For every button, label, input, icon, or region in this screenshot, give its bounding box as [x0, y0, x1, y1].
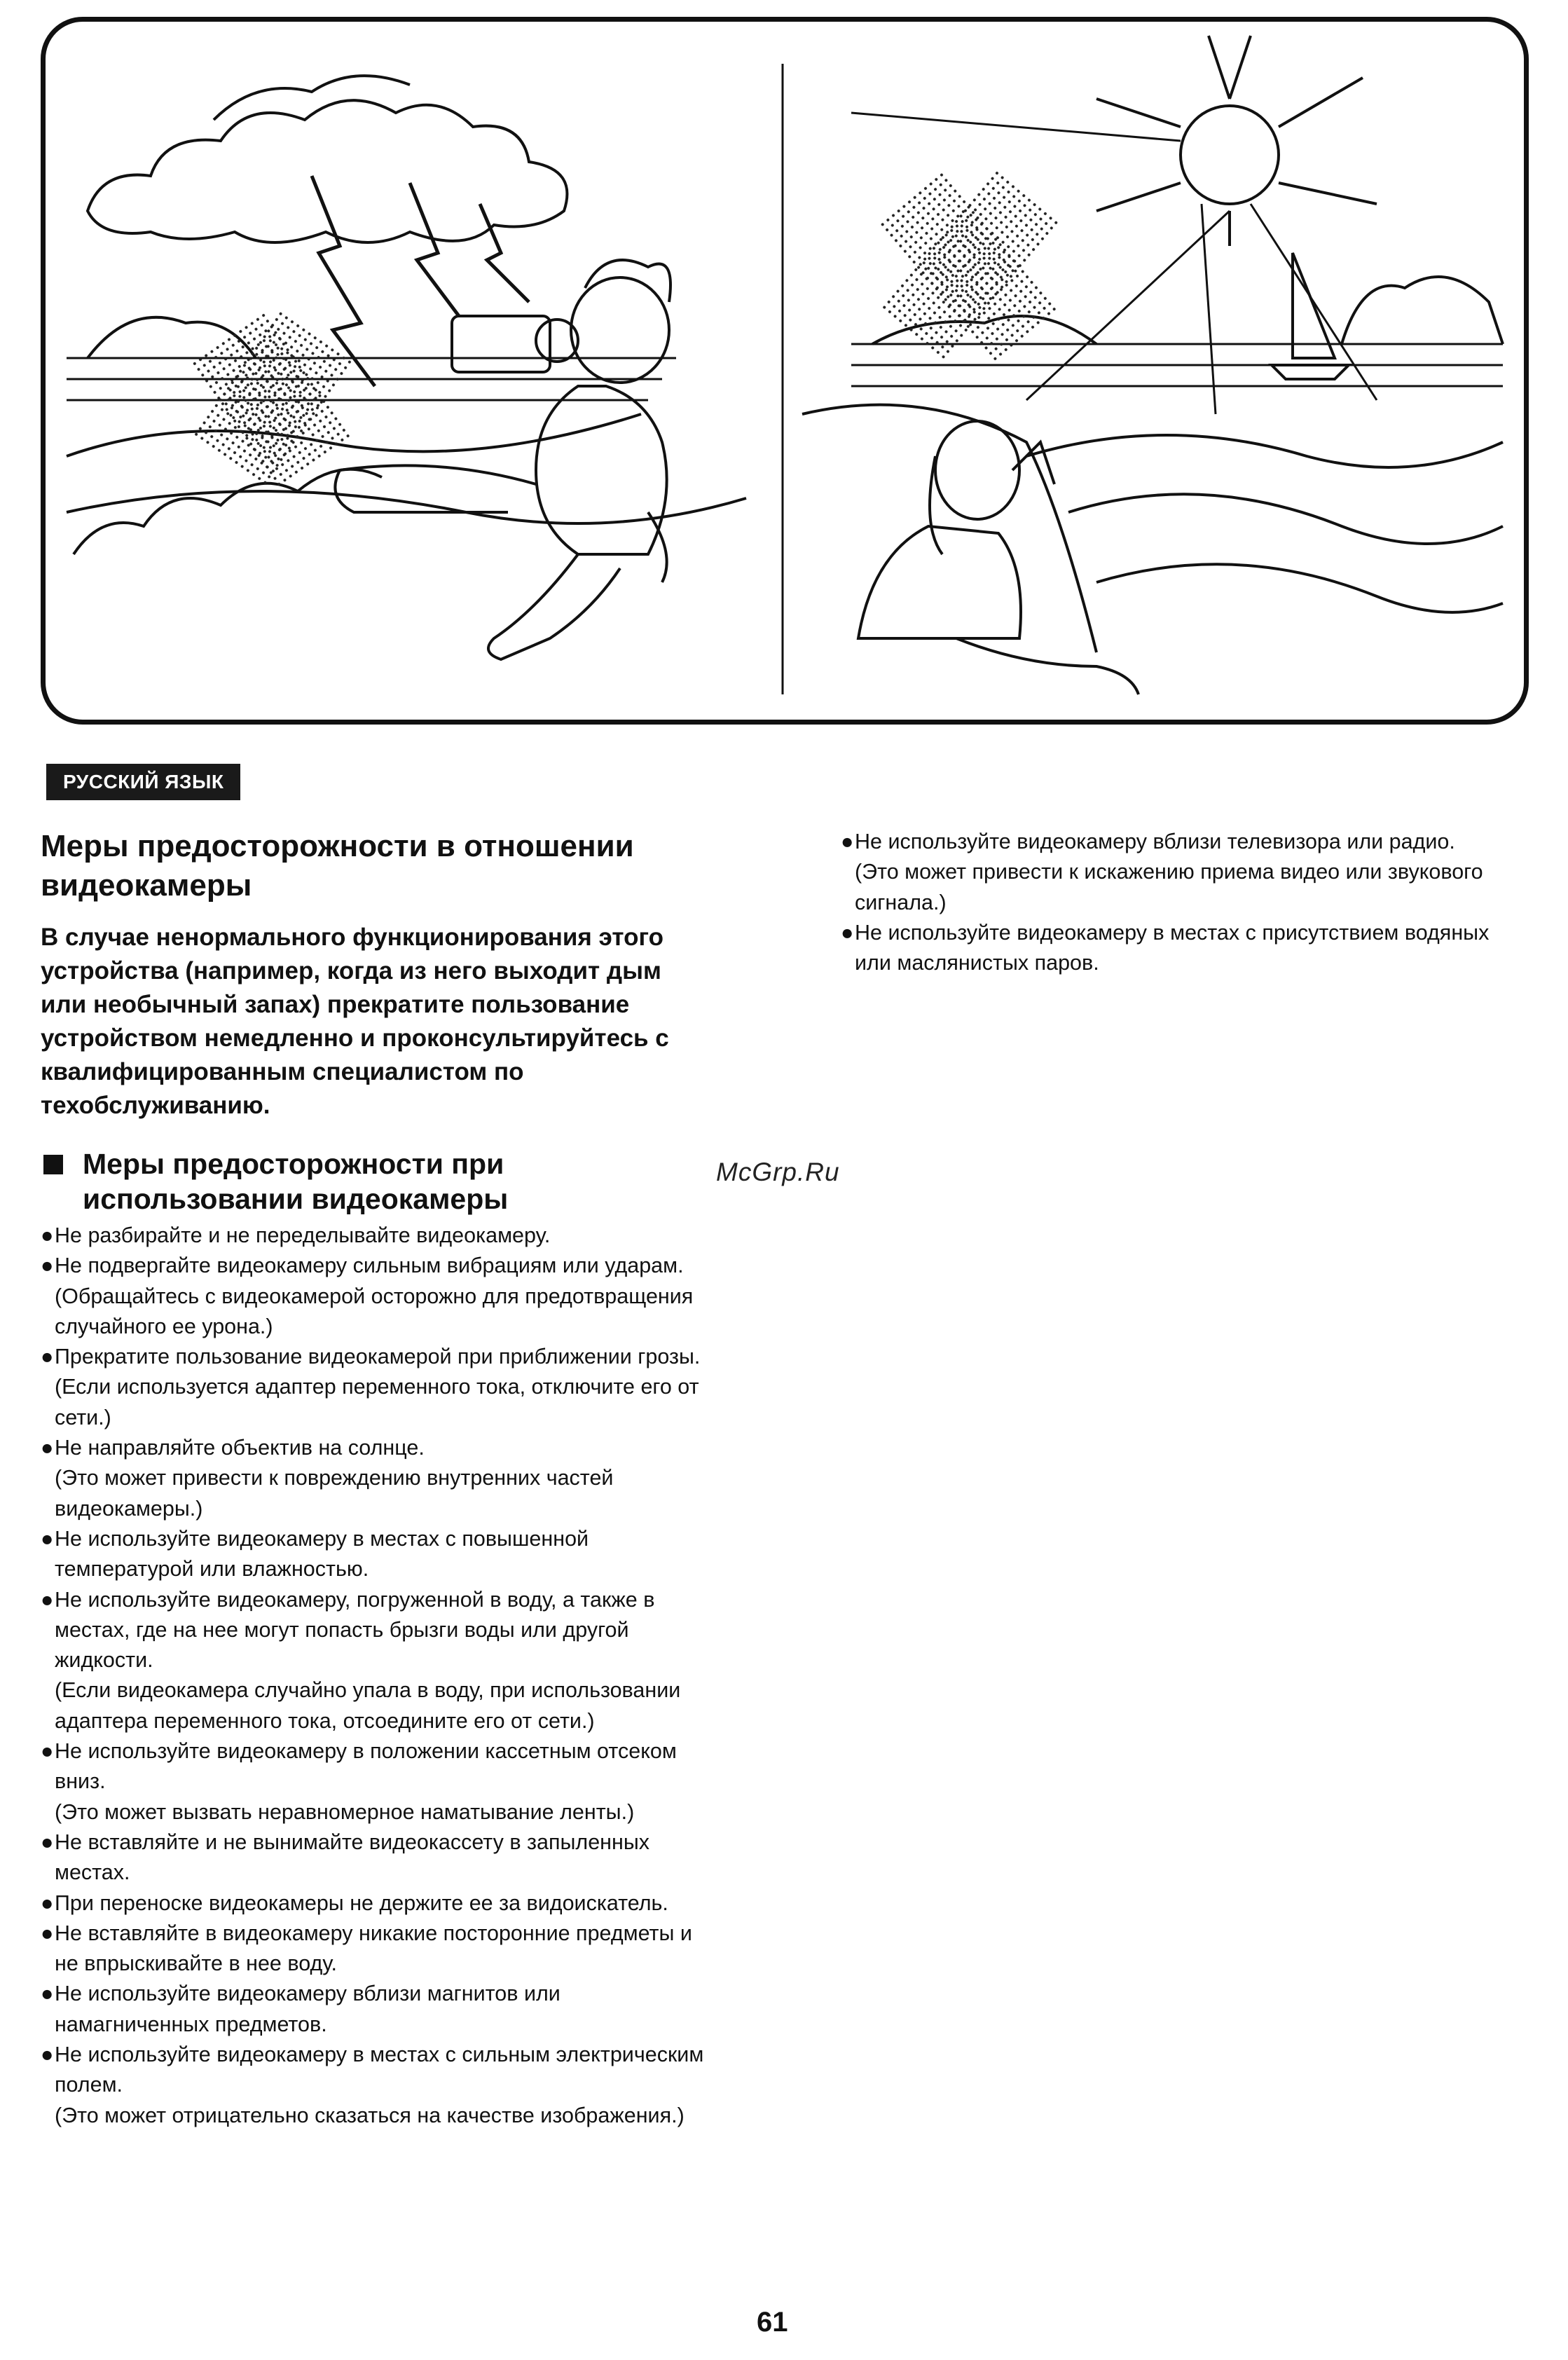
- person-body: [536, 386, 667, 554]
- bullet-icon: ●: [41, 1587, 54, 1612]
- illustration-panel: [41, 17, 1529, 725]
- list-item-text: Не направляйте объектив на солнце.: [55, 1436, 425, 1460]
- bullet-icon: ●: [41, 1345, 54, 1369]
- bullet-icon: ●: [41, 1436, 54, 1460]
- list-item-text: Не используйте видеокамеру в положении кассетным отсеком вниз.: [55, 1739, 677, 1794]
- bullet-icon: ●: [841, 830, 854, 853]
- storm-cloud: [88, 100, 567, 242]
- precautions-list-continued: [841, 827, 1513, 978]
- list-item-text: Не используйте видеокамеру вблизи телевизора или радио.: [855, 830, 1455, 853]
- list-item-note: (Это может привести к повреждению внутренних частей видеокамеры.): [55, 1466, 614, 1521]
- bullet-icon: ●: [841, 920, 854, 945]
- person-head: [571, 277, 669, 383]
- list-item: [41, 1524, 713, 1585]
- list-item-text: Не используйте видеокамеру, погруженной в воду, а также в местах, где на нее могут попасть брызги воды или другой жидкости.: [55, 1587, 655, 1673]
- list-item: [41, 1433, 713, 1524]
- list-item: [41, 1585, 713, 1736]
- list-item-text: Не используйте видеокамеру в местах с присутствием водяных или маслянистых паров.: [855, 920, 1490, 975]
- list-item-text: Прекратите пользование видеокамерой при приближении грозы.: [55, 1345, 701, 1369]
- list-item-note: (Если видеокамера случайно упала в воду, при использовании адаптера переменного тока, отсоедините его от сети.): [55, 1678, 681, 1733]
- list-item: [841, 827, 1513, 918]
- list-item: [841, 918, 1513, 979]
- list-item-note: (Это может привести к искажению приема видео или звукового сигнала.): [855, 860, 1483, 914]
- sun-scene: [802, 36, 1503, 694]
- malfunction-warning: В случае ненормального функционирования этого устройства (например, когда из него выходит дым или необычный запах) прекратите пользование устройством немедленно и проконсультируйтесь с квалифицированным специалистом по техобслуживанию.: [41, 924, 669, 1119]
- list-item: [41, 1251, 713, 1342]
- bullet-icon: ●: [41, 2043, 54, 2067]
- list-item-note: (Обращайтесь с видеокамерой осторожно для предотвращения случайного ее урона.): [55, 1284, 694, 1338]
- list-item-text: Не вставляйте и не вынимайте видеокассету в запыленных местах.: [55, 1830, 650, 1885]
- bullet-icon: ●: [41, 1982, 54, 2006]
- precautions-list: [41, 1221, 713, 2131]
- list-item-text: Не подвергайте видеокамеру сильным вибрациям или ударам.: [55, 1254, 684, 1278]
- storm-scene: [67, 76, 746, 659]
- right-column: [841, 827, 1513, 978]
- list-item-text: Не используйте видеокамеру в местах с сильным электрическим полем.: [55, 2043, 704, 2097]
- list-item: [41, 1221, 713, 1251]
- list-item: [41, 1888, 713, 1919]
- bullet-icon: ●: [41, 1921, 54, 1945]
- section-subheading: [41, 1146, 713, 1216]
- bullet-icon: ●: [41, 1254, 54, 1278]
- list-item: [41, 1342, 713, 1433]
- watermark: McGrp.Ru: [716, 1158, 840, 1186]
- square-bullet-icon: [43, 1155, 63, 1174]
- bullet-icon: ●: [41, 1223, 54, 1247]
- list-item-text: Не используйте видеокамеру вблизи магнитов или намагниченных предметов.: [55, 1982, 561, 2036]
- page-number: 61: [757, 2307, 788, 2338]
- beach-illustration: [46, 22, 1524, 720]
- list-item-note: (Если используется адаптер переменного тока, отключите его от сети.): [55, 1375, 699, 1429]
- sailboat: [1293, 253, 1335, 358]
- list-item-text: При переноске видеокамеры не держите ее за видоискатель.: [55, 1891, 668, 1915]
- bullet-icon: ●: [41, 1739, 54, 1764]
- page-title: Меры предосторожности в отношении видеокамеры: [41, 829, 634, 903]
- subheading-text: Меры предосторожности при использовании видеокамеры: [83, 1148, 509, 1215]
- language-section-tag: РУССКИЙ ЯЗЫК: [46, 764, 240, 800]
- list-item: [41, 1736, 713, 1827]
- bullet-icon: ●: [41, 1891, 54, 1915]
- sitting-person-body: [858, 526, 1021, 638]
- list-item: [41, 1979, 713, 2040]
- sitting-person-head: [935, 421, 1019, 519]
- list-item: [41, 1827, 713, 1888]
- list-item: [41, 2040, 713, 2131]
- list-item-text: Не вставляйте в видеокамеру никакие посторонние предметы и не впрыскивайте в нее воду.: [55, 1921, 692, 1976]
- sun: [1181, 106, 1279, 204]
- list-item: [41, 1919, 713, 1980]
- list-item-note: (Это может отрицательно сказаться на качестве изображения.): [55, 2103, 685, 2127]
- list-item-text: Не разбирайте и не переделывайте видеокамеру.: [55, 1223, 551, 1247]
- list-item-note: (Это может вызвать неравномерное наматывание ленты.): [55, 1799, 635, 1824]
- bullet-icon: ●: [41, 1526, 54, 1551]
- left-column: [41, 827, 713, 2131]
- bullet-icon: ●: [41, 1830, 54, 1854]
- list-item-text: Не используйте видеокамеру в местах с повышенной температурой или влажностью.: [55, 1526, 589, 1582]
